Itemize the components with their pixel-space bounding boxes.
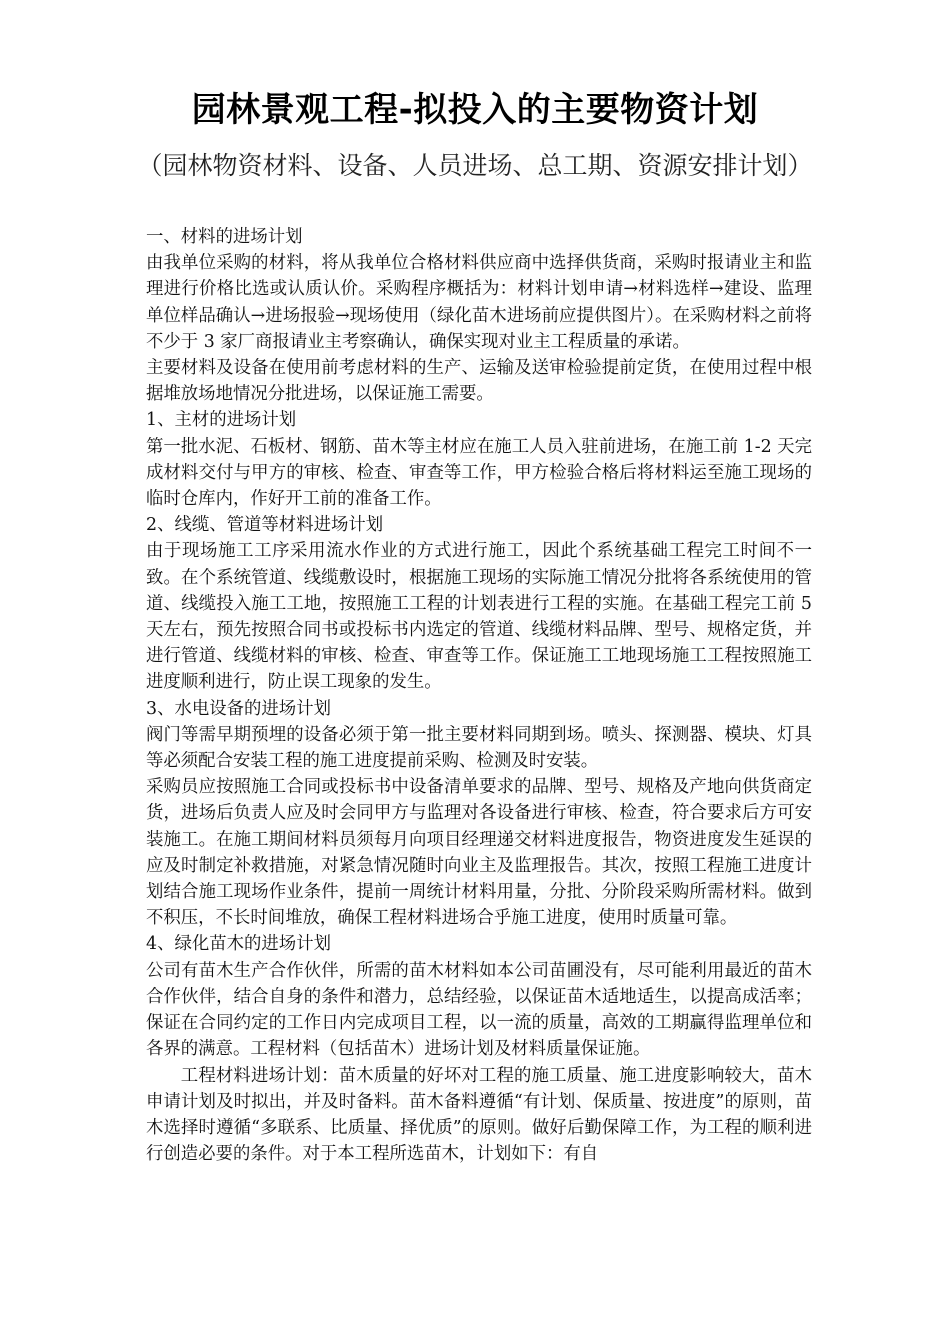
body-paragraph-indented: 工程材料进场计划：苗木质量的好坏对工程的施工质量、施工进度影响较大，苗木申请计划及时拟出，并及时备料。苗木备料遵循“有计划、保质量、按进度”的原则，苗木选择时遵循“多联系、比质量、择优质”的原则。做好后勤保障工作，为工程的顺利进行创造必要的条件。对于本工程所选苗木，计划如下：有自 <box>146 1065 812 1165</box>
subsection-heading: 2、线缆、管道等材料进场计划 <box>146 515 384 536</box>
body-paragraph: 采购员应按照施工合同或投标书中设备清单要求的品牌、型号、规格及产地向供货商定货，进场后负责人应及时会同甲方与监理对各设备进行审核、检查，符合要求后方可安装施工。在施工期间材料员须每月向项目经理递交材料进度报告，物资进度发生延误的应及时制定补救措施，对紧急情况随时向业主及监理报告。其次，按照工程施工进度计划结合施工现场作业条件，提前一周统计材料用量，分批、分阶段采购所需材料。做到不积压，不长时间堆放，确保工程材料进场合乎施工进度，使用时质量可靠。 <box>146 777 812 929</box>
body-paragraph: 主要材料及设备在使用前考虑材料的生产、运输及送审检验提前定货，在使用过程中根据堆放场地情况分批进场，以保证施工需要。 <box>146 358 812 405</box>
body-paragraph: 第一批水泥、石板材、钢筋、苗木等主材应在施工人员入驻前进场，在施工前 1-2 天完成材料交付与甲方的审核、检查、审查等工作，甲方检验合格后将材料运至施工现场的临时仓库内，作好开工前的准备工作。 <box>146 436 812 510</box>
document-body <box>146 224 812 1167</box>
body-paragraph: 阀门等需早期预埋的设备必须于第一批主要材料同期到场。喷头、探测器、模块、灯具等必须配合安装工程的施工进度提前采购、检测及时安装。 <box>146 724 812 772</box>
subsection-heading: 3、水电设备的进场计划 <box>146 698 331 719</box>
section-heading: 一、材料的进场计划 <box>146 227 303 247</box>
document-subtitle: （园林物资材料、设备、人员进场、总工期、资源安排计划） <box>137 151 813 180</box>
body-paragraph: 公司有苗木生产合作伙伴，所需的苗木材料如本公司苗圃没有，尽可能利用最近的苗木合作伙伴，结合自身的条件和潜力，总结经验，以保证苗木适地适生，以提高成活率；保证在合同约定的工作日内完成项目工程，以一流的质量，高效的工期赢得监理单位和各界的满意。工程材料（包括苗木）进场计划及材料质量保证施。 <box>146 960 812 1060</box>
subsection-heading: 1、主材的进场计划 <box>146 410 297 431</box>
document-title: 园林景观工程-拟投入的主要物资计划 <box>191 90 759 130</box>
body-paragraph: 由我单位采购的材料，将从我单位合格材料供应商中选择供货商，采购时报请业主和监理进行价格比选或认质认价。采购程序概括为：材料计划申请→材料选样→建设、监理单位样品确认→进场报验→现场使用（绿化苗木进场前应提供图片）。在采购材料之前将不少于 3 家厂商报请业主考察确认，确保实现对业主工程质量的承诺。 <box>146 253 812 352</box>
subsection-heading: 4、绿化苗木的进场计划 <box>146 934 331 955</box>
body-paragraph: 由于现场施工工序采用流水作业的方式进行施工，因此个系统基础工程完工时间不一致。在个系统管道、线缆敷设时，根据施工现场的实际施工情况分批将各系统使用的管道、线缆投入施工工地，按照施工工程的计划表进行工程的实施。在基础工程完工前 5 天左右，预先按照合同书或投标书内选定的管道、线缆材料品牌、型号、规格定货，并进行管道、线缆材料的审核、检查、审查等工作。保证施工工地现场施工工程按照施工进度顺利进行，防止误工现象的发生。 <box>146 541 812 693</box>
